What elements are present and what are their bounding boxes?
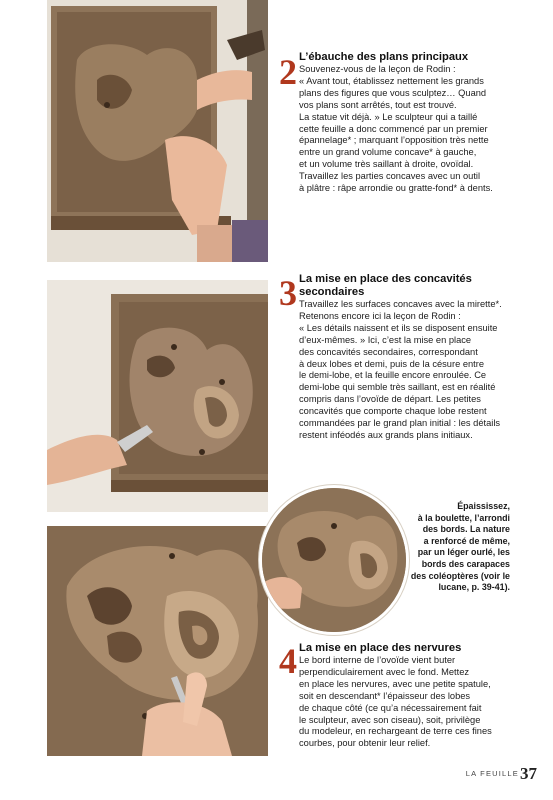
text-line: cette feuille a donc commencé par un premier [299,123,488,134]
section-body [299,299,541,442]
text-line: concavités que comporte chaque lobe restent [299,406,487,417]
inset-caption [392,501,510,594]
text-line: perpendiculairement avec le fond. Mettez [299,666,470,677]
step-number-3: 3 [279,273,297,313]
section-step-3 [299,273,541,442]
text-line: d’eux-mêmes. » Ici, c’est la mise en place [299,334,472,345]
text-line: Le bord interne de l’ovoïde vient buter [299,655,456,665]
section-title: La mise en place des nervures [299,642,462,654]
caption-line: des coléoptères (voir le [410,570,510,581]
section-step-2 [299,51,539,195]
text-line: soit en descendant* l’épaisseur des lobes [299,690,471,701]
caption-line: des bords. La nature [422,524,510,535]
section-title: La mise en place des concavités secondaires [299,273,472,298]
caption-line: à la boulette, l’arrondi [417,512,510,523]
section-body [299,655,539,750]
text-line: à deux lobes et demi, puis de la césure entre [299,358,485,369]
text-line: le demi-lobe, et la feuille encore enroulée. Ce [299,370,487,381]
photo-detail-inset [259,485,409,635]
step-number-2: 2 [279,52,297,92]
caption-line: a renforcé de même, [423,535,510,546]
text-line: des concavités secondaires, correspondant [299,346,478,357]
caption-line: par un léger ourlé, les [417,547,510,558]
text-line: et un volume très saillant à droite, ovoïdal. [299,159,474,170]
running-title: LA FEUILLE [465,769,519,778]
text-line: à plâtre : râpe arrondie ou gratte-fond* à dents. [299,183,493,194]
text-line: entre un grand volume concave* à gauche, [299,147,477,158]
text-line: compris dans l’ovoïde de départ. Les petites [299,394,481,405]
text-line: épannelage* ; marquant l’opposition très nette [299,135,489,146]
photo-step-4 [47,526,268,756]
section-body [299,64,539,195]
step-number-4: 4 [279,641,297,681]
photo-step-2 [47,0,268,262]
text-line: restent inféodés aux grands plans initiaux. [299,429,473,440]
text-line: « Les détails naissent et ils se disposent ensuite [299,322,498,333]
text-line: le sculpteur, avec son ciseau), soit, privilège [299,714,481,725]
section-step-4 [299,642,539,750]
text-line: Retenons encore ici la leçon de Rodin : [299,310,461,321]
text-line: La statue vit déjà. » Le sculpteur qui a taillé [299,111,478,122]
section-title: L’ébauche des plans principaux [299,51,469,63]
text-line: de chaque côté (ce qu’a nécessairement fait [299,702,482,713]
caption-line: lucane, p. 39-41). [438,582,510,593]
caption-line: Épaississez, [457,501,510,511]
text-line: vos plans sont arrêtés, tout est trouvé. [299,99,457,110]
page-number: 37 [520,764,537,783]
text-line: Travaillez les parties concaves avec un outil [299,171,481,182]
text-line: « Avant tout, établissez nettement les grands [299,75,484,86]
text-line: Travaillez les surfaces concaves avec la mirette*. [299,299,502,309]
text-line: demi-lobe qui semble très saillant, est en réalité [299,382,496,393]
photo-step-3 [47,280,268,512]
text-line: courbes, pour obtenir leur relief. [299,738,431,749]
caption-line: bords des carapaces [421,558,510,569]
text-line: commandées par le grand plan initial : les détails [299,418,501,429]
text-line: en place les nervures, avec une petite spatule, [299,678,491,689]
text-line: plans des figures que vous sculptez… Quand [299,87,487,98]
text-line: du modeleur, en rechargeant de terre ces fines [299,726,492,737]
text-line: Souvenez-vous de la leçon de Rodin : [299,64,456,74]
